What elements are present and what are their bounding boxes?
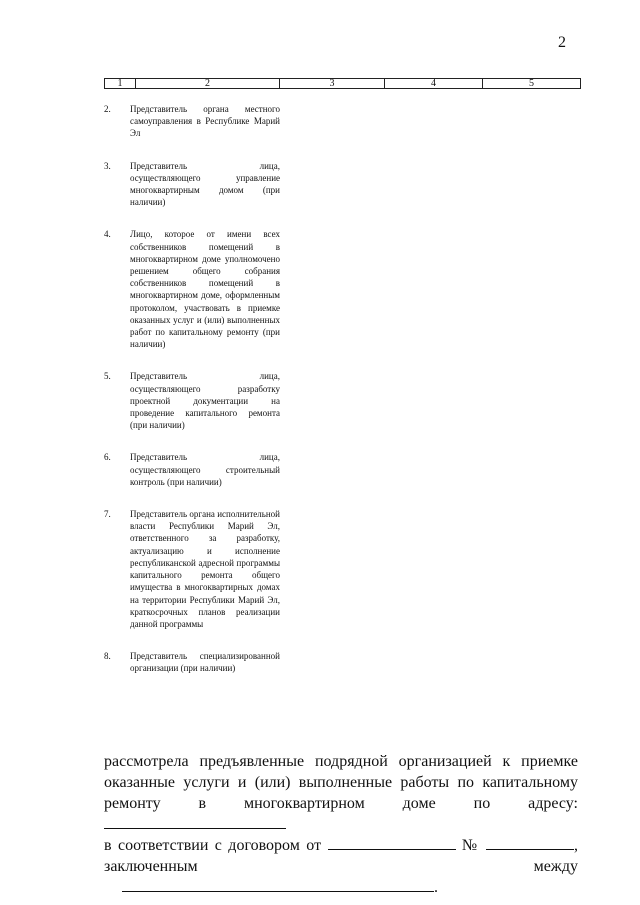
row-number: 4. <box>104 229 111 240</box>
row-text: Представитель органа местного самоуправления в Республике Марий Эл <box>130 104 280 139</box>
parties-field[interactable] <box>122 877 434 892</box>
number-sign: № <box>461 837 480 854</box>
list-item <box>104 508 280 630</box>
row-number: 6. <box>104 452 111 463</box>
row-text: Представитель лица, осуществляющего строительный контроль (при наличии) <box>130 452 280 487</box>
row-number: 7. <box>104 509 111 520</box>
parties-label: заключенным между <box>104 858 578 875</box>
commission-member-list <box>104 103 280 695</box>
column-number-1: 1 <box>105 79 136 89</box>
row-number: 3. <box>104 160 111 171</box>
list-item <box>104 160 280 209</box>
body-line-4 <box>104 835 578 856</box>
row-text: Лицо, которое от имени всех собственников помещений в многоквартирном доме уполномочено решением общего собрания собственников помещений в многоквартирном доме, оформленным протоколом, участвовать в приемке оказанных услуг и (или) выполненных работ по капитальному ремонту (при наличии) <box>130 229 280 350</box>
row-text: Представитель лица, осуществляющего управление многоквартирным домом (при наличии) <box>130 160 280 208</box>
row-number: 8. <box>104 651 111 662</box>
row-text: Представитель специализированной организации (при наличии) <box>130 651 280 674</box>
column-number-2: 2 <box>136 79 280 89</box>
row-text: Представитель органа исполнительной власти Республики Марий Эл, ответственного за разработку, актуализацию и исполнение республиканской адресной программы капитального ремонта общего имущества в многоквартирных домах на территории Республики Марий Эл, краткосрочных планов реализации данной программы <box>130 509 280 629</box>
contract-label: в соответствии с договором от <box>104 837 322 854</box>
body-line-3 <box>104 793 578 835</box>
body-line-2: оказанные услуги и (или) выполненные работы по капитальному <box>104 774 578 791</box>
body-line-5 <box>104 856 578 898</box>
column-number-5: 5 <box>483 79 581 89</box>
column-number-row <box>105 79 581 89</box>
row-text: Представитель лица, осуществляющего разработку проектной документации на проведение капитального ремонта (при наличии) <box>130 371 280 431</box>
list-item <box>104 103 280 140</box>
column-number-4: 4 <box>385 79 483 89</box>
body-paragraph <box>104 751 578 898</box>
list-item <box>104 650 280 674</box>
contract-date-field[interactable] <box>328 835 456 850</box>
address-field[interactable] <box>104 814 286 829</box>
period: . <box>434 879 438 896</box>
body-line-1: рассмотрела предъявленные подрядной организацией к приемке <box>104 753 578 770</box>
address-label: ремонту в многоквартирном доме по адресу: <box>104 795 578 812</box>
comma: , <box>574 837 579 854</box>
list-item <box>104 451 280 488</box>
column-header-table <box>104 78 581 89</box>
row-number: 5. <box>104 371 111 382</box>
contract-number-field[interactable] <box>486 835 574 850</box>
list-item <box>104 228 280 350</box>
column-number-3: 3 <box>280 79 385 89</box>
row-number: 2. <box>104 104 111 114</box>
list-item <box>104 370 280 431</box>
page-number: 2 <box>558 34 566 51</box>
